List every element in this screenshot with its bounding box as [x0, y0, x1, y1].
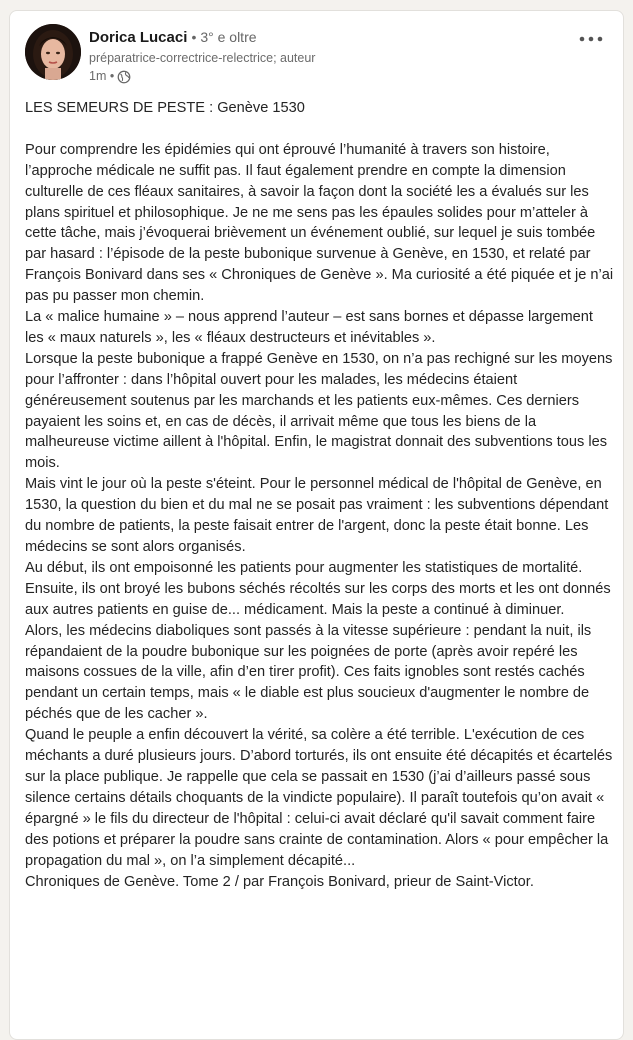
avatar[interactable] — [25, 24, 81, 80]
more-horizontal-icon — [579, 36, 603, 42]
author-headline: préparatrice-correctrice-relectrice; auteur — [89, 51, 316, 65]
post-paragraph: Au début, ils ont empoisonné les patients pour augmenter les statistiques de mortalité. Ensuite, ils ont broyé les bubons séchés récoltés sur les corps des morts et les ont donnés aux autres patients en guise de... médicament. Mais la peste a continué à diminuer. — [25, 559, 611, 618]
post-body — [25, 98, 615, 892]
post-time-line — [89, 68, 571, 85]
more-options-button[interactable] — [577, 28, 605, 50]
post-time: 1m • — [89, 69, 115, 83]
post-paragraph: Mais vint le jour où la peste s'éteint. Pour le personnel médical de l'hôpital de Genève, en 1530, la question du bien et du mal ne se posait pas vraiment : les subventions dépendant du nombre de patients, la peste faisait entrer de l'argent, donc la peste était bonne. Les médecins se sont alors organisés. — [25, 476, 609, 556]
post-header — [25, 24, 611, 94]
post-paragraph: La « malice humaine » – nous apprend l’auteur – est sans bornes et dépasse largement les « maux naturels », les « fléaux destructeurs et inévitables ». — [25, 309, 593, 346]
author-name-line — [89, 27, 571, 48]
author-name[interactable]: Dorica Lucaci — [89, 29, 188, 46]
post-paragraph: Quand le peuple a enfin découvert la vérité, sa colère a été terrible. L'exécution de ces méchants a duré plusieurs jours. D’abord torturés, ils ont ensuite été décapités et écartelés sur la place publique. Je rappelle que cela se passait en 1530 (j’ai d’ailleurs passé sous silence certains détails choquants de la vindicte populaire). Il paraît toutefois qu’on avait « épargné » le fils du directeur de l'hôpital : celui-ci avait déclaré qu'il savait comment faire des potions et préparer la poudre sans crainte de contamination. Alors « pour empêcher la propagation du mal », on l’a simplement décapité... — [25, 727, 613, 869]
post-paragraph: Alors, les médecins diaboliques sont passés à la vitesse supérieure : pendant la nuit, ils répandaient de la poudre bubonique sur les poignées de porte (après avoir repéré les maisons cossues de la ville, afin d’en tirer profit). Ces faits ignobles sont restés cachés pendant un certain temps, mais « le diable est plus soucieux d'augmenter le nombre de péchés que de les cacher ». — [25, 622, 592, 723]
post-title: LES SEMEURS DE PESTE : Genève 1530 — [25, 100, 305, 116]
avatar-portrait — [25, 24, 81, 80]
post-paragraph: Lorsque la peste bubonique a frappé Genève en 1530, on n’a pas rechigné sur les moyens pour l’affronter : dans l’hôpital ouvert pour les malades, les médecins étaient généreusement soutenus par les marchands et les patients eux-mêmes. Ces derniers payaient les soins et, en cas de décès, il arrivait même que tous les biens de la malheureuse victime aillent à l'hôpital. Enfin, le magistrat donnait des subventions tous les mois. — [25, 350, 613, 472]
globe-icon — [117, 70, 131, 84]
post-paragraph: Pour comprendre les épidémies qui ont éprouvé l’humanité à travers son histoire, l’approche médicale ne suffit pas. Il faut également prendre en compte la dimension culturelle de ces fléaux sanitaires, à savoir la façon dont la société les a évalués sur les plans spirituel et philosophique. Je ne me sens pas les épaules solides pour m’atteler à cette tâche, mais j’évoquerai brièvement un événement oublié, sur lequel je suis tombée par hasard : l’épisode de la peste bubonique survenue à Genève, en 1530, et relaté par François Bonivard dans ses « Chroniques de Genève ». Ma curiosité a été piquée et je n’ai pas pu passer mon chemin. — [25, 141, 614, 305]
post-card — [9, 10, 624, 1040]
author-meta — [89, 27, 571, 85]
connection-degree: • 3° e oltre — [191, 29, 257, 45]
post-source: Chroniques de Genève. Tome 2 / par François Bonivard, prieur de Saint-Victor. — [25, 873, 534, 890]
